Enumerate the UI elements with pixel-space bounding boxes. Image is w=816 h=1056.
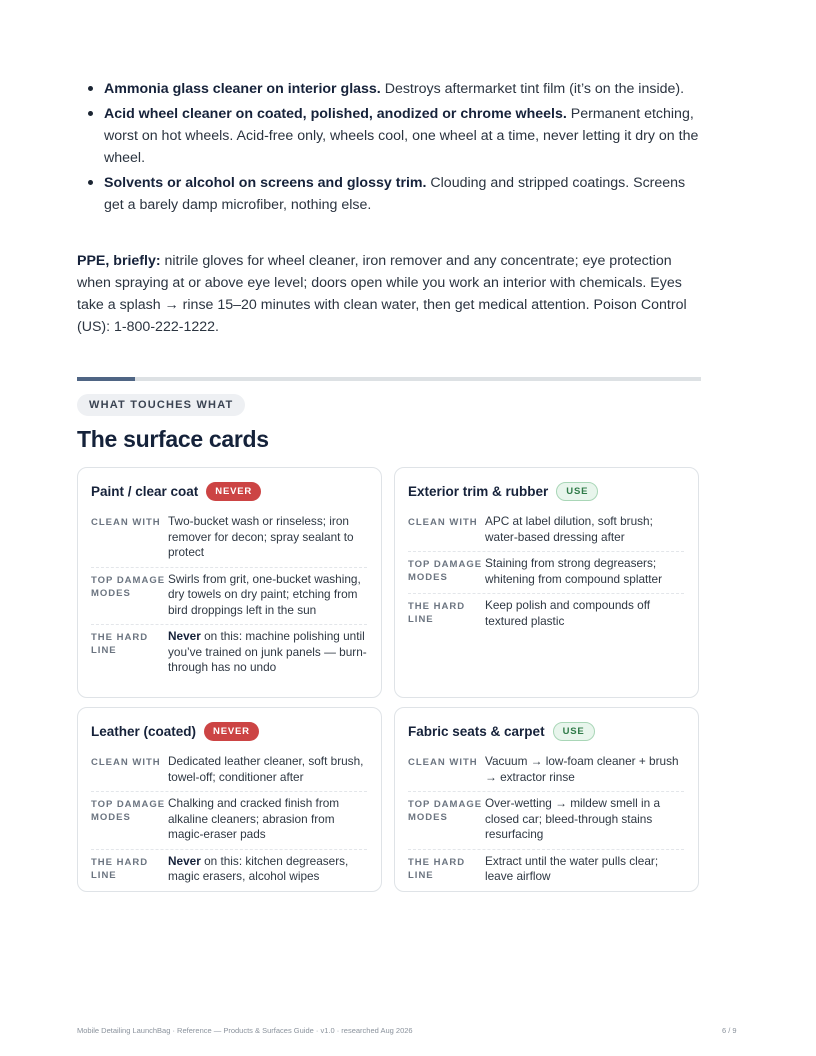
row-value-text: on this: machine polishing until you’ve trained on junk panels — burn-through has no undo — [168, 629, 367, 674]
card-row-damage — [91, 792, 367, 850]
card-row-damage — [91, 568, 367, 626]
list-item — [77, 172, 701, 216]
card-title: Paint / clear coat — [91, 483, 199, 499]
card-header — [408, 720, 684, 742]
bullet-lead: Acid wheel cleaner on coated, polished, anodized or chrome wheels. — [104, 106, 567, 122]
row-label: TOP DAMAGE MODES — [408, 559, 483, 583]
row-label: CLEAN WITH — [408, 517, 478, 528]
row-value: Staining from strong degreasers; whitening from compound splatter — [485, 556, 663, 586]
row-value: Chalking and cracked finish from alkaline cleaners; abrasion from magic-eraser pads — [168, 796, 340, 841]
card-row-clean — [91, 510, 367, 568]
bullet-list — [77, 78, 701, 219]
list-item — [77, 103, 701, 169]
page-number: 6 / 9 — [722, 1026, 737, 1035]
card-header — [408, 480, 684, 502]
card-row-clean — [408, 510, 684, 552]
ppe-lead: PPE, briefly: — [77, 253, 161, 269]
row-value: Two-bucket wash or rinseless; iron remover for decon; spray sealant to protect — [168, 514, 354, 559]
divider-accent — [77, 377, 135, 381]
section-title: The surface cards — [77, 426, 269, 452]
surface-card-trim — [394, 467, 699, 698]
row-value-text: on this: kitchen degreasers, magic erasers, alcohol wipes — [168, 853, 349, 883]
ppe-paragraph — [77, 250, 703, 338]
row-value: Keep polish and compounds off textured plastic — [485, 598, 651, 628]
row-label: THE HARD LINE — [91, 856, 149, 881]
row-label: CLEAN WITH — [91, 517, 161, 528]
surface-card-fabric — [394, 707, 699, 892]
card-row-damage — [408, 552, 684, 594]
section-eyebrow: WHAT TOUCHES WHAT — [77, 394, 245, 416]
bullet-lead: Ammonia glass cleaner on interior glass. — [104, 81, 381, 97]
surface-card-paint — [77, 467, 382, 698]
card-title: Leather (coated) — [91, 723, 197, 739]
ppe-text: nitrile gloves for wheel cleaner, iron remover and any concentrate; eye protection when spraying at or above eye level; doors open while you work an interior with chemicals. Eyes take a splash → rinse 15–20 minutes with clean water, then get medical attention. Poison Control (US): 1-800-222-1222. — [77, 253, 687, 335]
row-value: APC at label dilution, soft brush; water-based dressing after — [485, 514, 653, 544]
card-title: Exterior trim & rubber — [408, 483, 549, 499]
row-label: THE HARD LINE — [408, 856, 466, 881]
card-header — [91, 720, 367, 742]
row-label: TOP DAMAGE MODES — [91, 799, 166, 823]
surface-card-leather — [77, 707, 382, 892]
row-value: Vacuum → low-foam cleaner + brush → extractor rinse — [485, 754, 679, 784]
row-label: CLEAN WITH — [91, 757, 161, 768]
row-value — [168, 629, 367, 676]
card-row-hard-line — [408, 594, 684, 635]
list-item — [77, 78, 701, 100]
status-badge: USE — [553, 722, 595, 741]
status-badge: USE — [556, 482, 598, 501]
card-row-hard-line — [91, 850, 367, 891]
card-row-clean — [91, 750, 367, 792]
row-value — [168, 854, 367, 885]
bullet-text: Permanent etching, worst on hot wheels. Acid-free only, wheels cool, one wheel at a time, never letting it dry on the wheel. — [104, 106, 699, 166]
row-label: CLEAN WITH — [408, 757, 478, 768]
row-label: THE HARD LINE — [91, 632, 149, 656]
row-label: THE HARD LINE — [408, 601, 466, 625]
footer-text: Mobile Detailing LaunchBag · Reference — Products & Surfaces Guide · v1.0 · researched Aug 2026 — [77, 1026, 413, 1035]
status-badge: NEVER — [204, 722, 259, 741]
status-badge: NEVER — [206, 482, 261, 501]
row-value: Over-wetting → mildew smell in a closed car; bleed-through stains resurfacing — [485, 796, 661, 841]
card-row-clean — [408, 750, 684, 792]
row-label: TOP DAMAGE MODES — [408, 799, 483, 823]
card-row-hard-line — [91, 625, 367, 682]
row-value: Swirls from grit, one-bucket washing, dry towels on dry paint; etching from bird droppings left in the sun — [168, 571, 361, 617]
card-header — [91, 480, 367, 502]
bullet-text: Destroys aftermarket tint film (it’s on the inside). — [380, 81, 685, 97]
never-emphasis: Never — [168, 853, 201, 868]
card-row-hard-line — [408, 850, 684, 891]
card-title: Fabric seats & carpet — [408, 723, 545, 739]
section-divider — [77, 377, 701, 381]
row-value: Dedicated leather cleaner, soft brush, towel-off; conditioner after — [168, 754, 364, 784]
card-row-damage — [408, 792, 684, 850]
row-label: TOP DAMAGE MODES — [91, 574, 166, 599]
row-value: Extract until the water pulls clear; leave airflow — [485, 853, 659, 883]
bullet-text: Clouding and stripped coatings. Screens get a barely damp microfiber, nothing else. — [104, 175, 686, 213]
never-emphasis: Never — [168, 629, 201, 643]
bullet-lead: Solvents or alcohol on screens and glossy trim. — [104, 175, 427, 191]
